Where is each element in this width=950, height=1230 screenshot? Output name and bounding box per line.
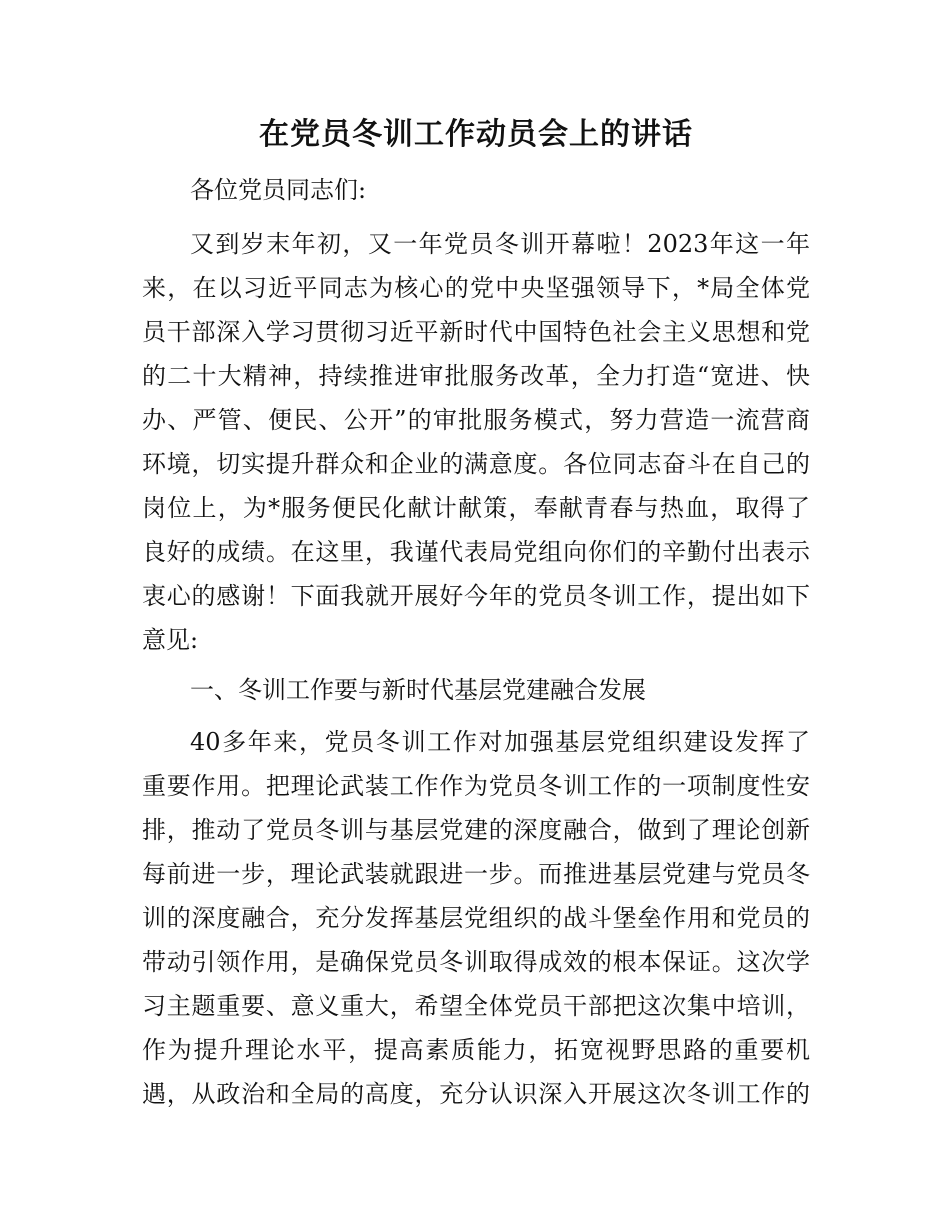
paragraph-2-line: 习主题重要、意义重大，希望全体党员干部把这次集中培训， <box>142 992 810 1020</box>
paragraph-1-line: 岗位上，为*服务便民化献计献策，奉献青春与热血，取得了 <box>142 494 810 522</box>
paragraph-2-line: 每前进一步，理论武装就跟进一步。而推进基层党建与党员冬 <box>142 860 810 888</box>
paragraph-1-line: 环境，切实提升群众和企业的满意度。各位同志奋斗在自己的 <box>142 450 810 478</box>
paragraph-1-line: 员干部深入学习贯彻习近平新时代中国特色社会主义思想和党 <box>142 318 810 346</box>
paragraph-1-line: 又到岁末年初，又一年党员冬训开幕啦！2023年这一年 <box>190 230 810 258</box>
section-heading: 一、冬训工作要与新时代基层党建融合发展 <box>190 676 646 704</box>
paragraph-2-line: 排，推动了党员冬训与基层党建的深度融合，做到了理论创新 <box>142 816 810 844</box>
paragraph-1-line: 意见: <box>142 626 199 654</box>
paragraph-1-line: 的二十大精神，持续推进审批服务改革，全力打造“宽进、快 <box>142 362 810 390</box>
salutation: 各位党员同志们: <box>190 176 367 204</box>
paragraph-2-line: 作为提升理论水平，提高素质能力，拓宽视野思路的重要机 <box>142 1036 810 1064</box>
paragraph-1-line: 办、严管、便民、公开”的审批服务模式，努力营造一流营商 <box>142 406 810 434</box>
document-title: 在党员冬训工作动员会上的讲话 <box>259 117 693 152</box>
paragraph-2-line: 带动引领作用，是确保党员冬训取得成效的根本保证。这次学 <box>142 948 810 976</box>
paragraph-1-line: 良好的成绩。在这里，我谨代表局党组向你们的辛勤付出表示 <box>142 538 810 566</box>
paragraph-1-line: 衷心的感谢！下面我就开展好今年的党员冬训工作，提出如下 <box>142 582 810 610</box>
paragraph-2-line: 训的深度融合，充分发挥基层党组织的战斗堡垒作用和党员的 <box>142 904 810 932</box>
paragraph-2-line: 40多年来，党员冬训工作对加强基层党组织建设发挥了 <box>190 728 810 756</box>
paragraph-2-line: 重要作用。把理论武装工作作为党员冬训工作的一项制度性安 <box>142 772 810 800</box>
paragraph-1-line: 来，在以习近平同志为核心的党中央坚强领导下，*局全体党 <box>142 274 810 302</box>
paragraph-2-line: 遇，从政治和全局的高度，充分认识深入开展这次冬训工作的 <box>142 1080 810 1108</box>
